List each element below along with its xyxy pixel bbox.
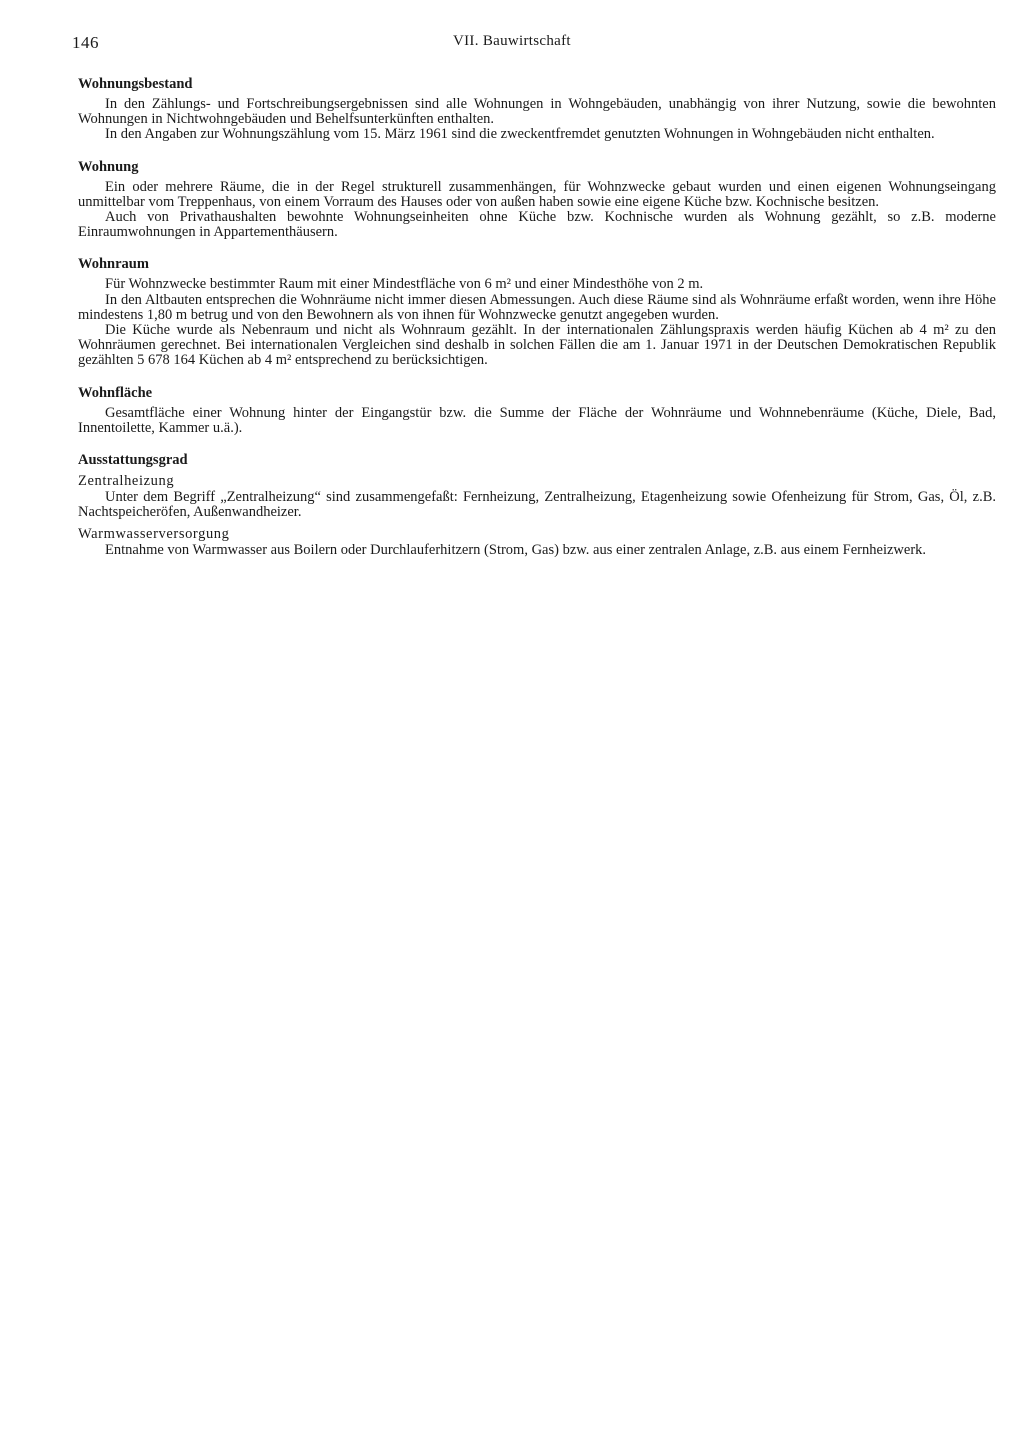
- subsection-zentralheizung: [78, 473, 996, 520]
- subsection-heading: Zentralheizung: [78, 473, 175, 490]
- section-heading: Ausstattungsgrad: [78, 452, 188, 469]
- section-heading: Wohnung: [78, 158, 139, 175]
- section-wohnungsbestand: [78, 76, 996, 143]
- page-content: [78, 76, 996, 575]
- paragraph: Gesamtfläche einer Wohnung hinter der Eingangstür bzw. die Summe der Fläche der Wohnräume und Wohnnebenräume (Küche, Diele, Bad, Innentoilette, Kammer u.ä.).: [78, 404, 996, 436]
- paragraph: Ein oder mehrere Räume, die in der Regel strukturell zusammenhängen, für Wohnzwecke gebaut wurden und einen eigenen Wohnungseingang unmittelbar vom Treppenhaus, von einem Vorraum des Hauses oder von außen haben sowie eine eigene Küche bzw. Kochnische besitzen.: [78, 178, 996, 210]
- paragraph: In den Altbauten entsprechen die Wohnräume nicht immer diesen Abmessungen. Auch diese Räume sind als Wohnräume erfaßt worden, wenn ihre Höhe mindestens 1,80 m betrug und von den Bewohnern als von ihnen für Wohnzwecke genutzt angegeben wurden.: [78, 291, 996, 323]
- section-wohnraum: [78, 256, 996, 368]
- subsection-heading: Warmwasserversorgung: [78, 526, 230, 543]
- section-heading: Wohnfläche: [78, 384, 153, 401]
- paragraph: Die Küche wurde als Nebenraum und nicht als Wohnraum gezählt. In der internationalen Zählungspraxis werden häufig Küchen ab 4 m² zu den Wohnräumen gerechnet. Bei internationalen Vergleichen sind deshalb in solchen Fällen die am 1. Januar 1971 in der Deutschen Demokratischen Republik gezählten 5 678 164 Küchen ab 4 m² entsprechend zu berücksichtigen.: [78, 322, 996, 369]
- paragraph: Auch von Privathaushalten bewohnte Wohnungseinheiten ohne Küche bzw. Kochnische wurden als Wohnung gezählt, so z.B. moderne Einraumwohnungen in Appartementhäusern.: [78, 209, 996, 241]
- running-head: VII. Bauwirtschaft: [453, 33, 571, 49]
- section-wohnung: [78, 159, 996, 241]
- paragraph: In den Angaben zur Wohnungszählung vom 15. März 1961 sind die zweckentfremdet genutzten Wohnungen in Wohngebäuden nicht enthalten.: [105, 126, 935, 143]
- paragraph: In den Zählungs- und Fortschreibungsergebnissen sind alle Wohnungen in Wohngebäuden, unabhängig von ihrer Nutzung, sowie die bewohnten Wohnungen in Nichtwohngebäuden und Behelfsunterkünften enthalten.: [78, 96, 996, 128]
- section-heading: Wohnungsbestand: [78, 76, 193, 92]
- paragraph: Unter dem Begriff „Zentralheizung“ sind zusammengefaßt: Fernheizung, Zentralheizung, Etagenheizung sowie Ofenheizung für Strom, Gas, Öl, z.B. Nachtspeicheröfen, Außenwandheizer.: [78, 489, 996, 521]
- section-heading: Wohnraum: [78, 256, 149, 273]
- paragraph: Für Wohnzwecke bestimmter Raum mit einer Mindestfläche von 6 m² und einer Mindesthöhe von 2 m.: [105, 276, 704, 293]
- page-number: 146: [72, 33, 99, 52]
- section-wohnflaeche: [78, 385, 996, 436]
- section-ausstattungsgrad: [78, 452, 996, 559]
- paragraph: Entnahme von Warmwasser aus Boilern oder Durchlauferhitzern (Strom, Gas) bzw. aus einer zentralen Anlage, z.B. aus einem Fernheizwerk.: [105, 542, 927, 559]
- subsection-warmwasserversorgung: [78, 526, 996, 558]
